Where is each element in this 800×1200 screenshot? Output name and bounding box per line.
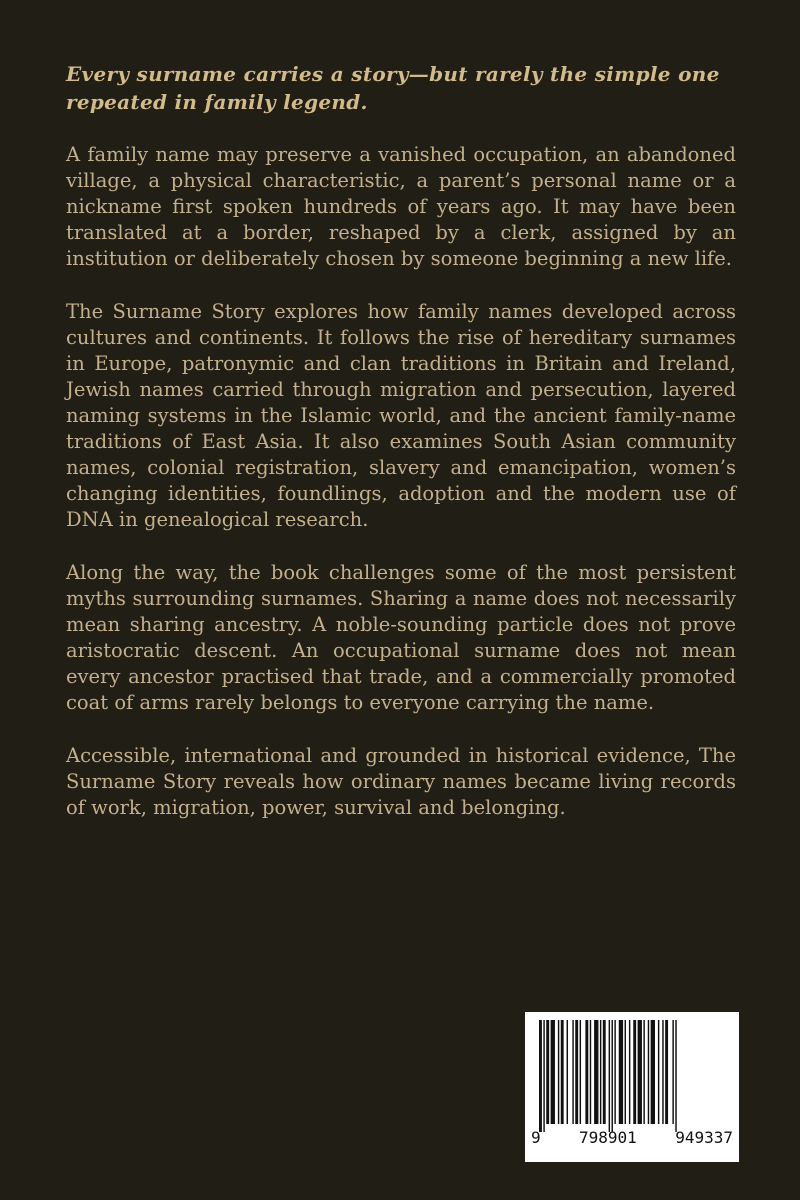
barcode-bar — [638, 1020, 642, 1124]
barcode-bar — [543, 1020, 544, 1132]
barcode-right-group: 949337 — [675, 1128, 733, 1147]
barcode-bar — [546, 1020, 549, 1124]
barcode-bar — [658, 1020, 659, 1124]
barcode-bar — [651, 1020, 655, 1124]
barcode-bar — [585, 1020, 588, 1124]
barcode-bar — [551, 1020, 555, 1124]
barcode-bar — [672, 1020, 673, 1124]
barcode-bar — [603, 1020, 606, 1124]
blurb-paragraph-1: A family name may preserve a vanished occupation, an abandoned village, a physical characteristic, a parent’s personal name or a nickname first spoken hundreds of years ago. It may have been translated at a border, reshaped by a clerk, assigned by an institution or deliberately chosen by someone beginning a new life. — [66, 143, 736, 270]
blurb-paragraph-4: Accessible, international and grounded in historical evidence, The Surname Story reveals how ordinary names became living records of work, migration, power, survival and belonging. — [66, 744, 736, 819]
blurb-paragraph-3: Along the way, the book challenges some of the most persistent myths surrounding surnames. Sharing a name does not necessarily mean sharing ancestry. A noble-sounding particle does not prove aristocratic descent. An occupational surname does not mean every ancestor practised that trade, and a commercially promoted coat of arms rarely belongs to everyone carrying the name. — [66, 561, 736, 714]
barcode-bar — [633, 1020, 636, 1124]
barcode-bar — [643, 1020, 644, 1124]
barcode-bar — [609, 1020, 610, 1132]
barcode-bar — [539, 1020, 542, 1132]
barcode-bar — [590, 1020, 591, 1124]
barcode-bar — [625, 1020, 626, 1124]
barcode-bar — [619, 1020, 623, 1124]
barcode-bar — [575, 1020, 578, 1124]
barcode-bar — [600, 1020, 601, 1124]
isbn-barcode — [525, 1012, 739, 1162]
blurb-paragraph-2: The Surname Story explores how family names developed across cultures and continents. It follows the rise of hereditary surnames in Europe, patronymic and clan traditions in Britain and Ireland, Jewish names carried through migration and persecution, layered naming systems in the Islamic world, and the ancient family-name traditions of East Asia. It also examines South Asian community names, colonial registration, slavery and emancipation, women’s changing identities, foundlings, adoption and the modern use of DNA in genealogical research. — [66, 300, 736, 531]
blurb-text — [66, 60, 736, 848]
barcode-bar — [612, 1020, 613, 1132]
barcode-bar — [675, 1020, 676, 1132]
tagline: Every surname carries a story—but rarely the simple one repeated in family legend. — [66, 62, 720, 114]
barcode-bar — [580, 1020, 581, 1124]
barcode-bar — [614, 1020, 615, 1124]
barcode-bar — [665, 1020, 668, 1124]
barcode-bar — [567, 1020, 568, 1124]
barcode-lead-digit: 9 — [531, 1128, 541, 1147]
barcode-bar — [558, 1020, 559, 1124]
barcode-left-group: 798901 — [579, 1128, 637, 1147]
barcode-bar — [648, 1020, 649, 1124]
barcode-bar — [572, 1020, 573, 1124]
barcode-bar — [594, 1020, 598, 1124]
barcode-digits — [531, 1128, 733, 1148]
barcode-bar — [561, 1020, 564, 1124]
barcode-bar — [662, 1020, 663, 1124]
barcode-bar — [629, 1020, 630, 1124]
